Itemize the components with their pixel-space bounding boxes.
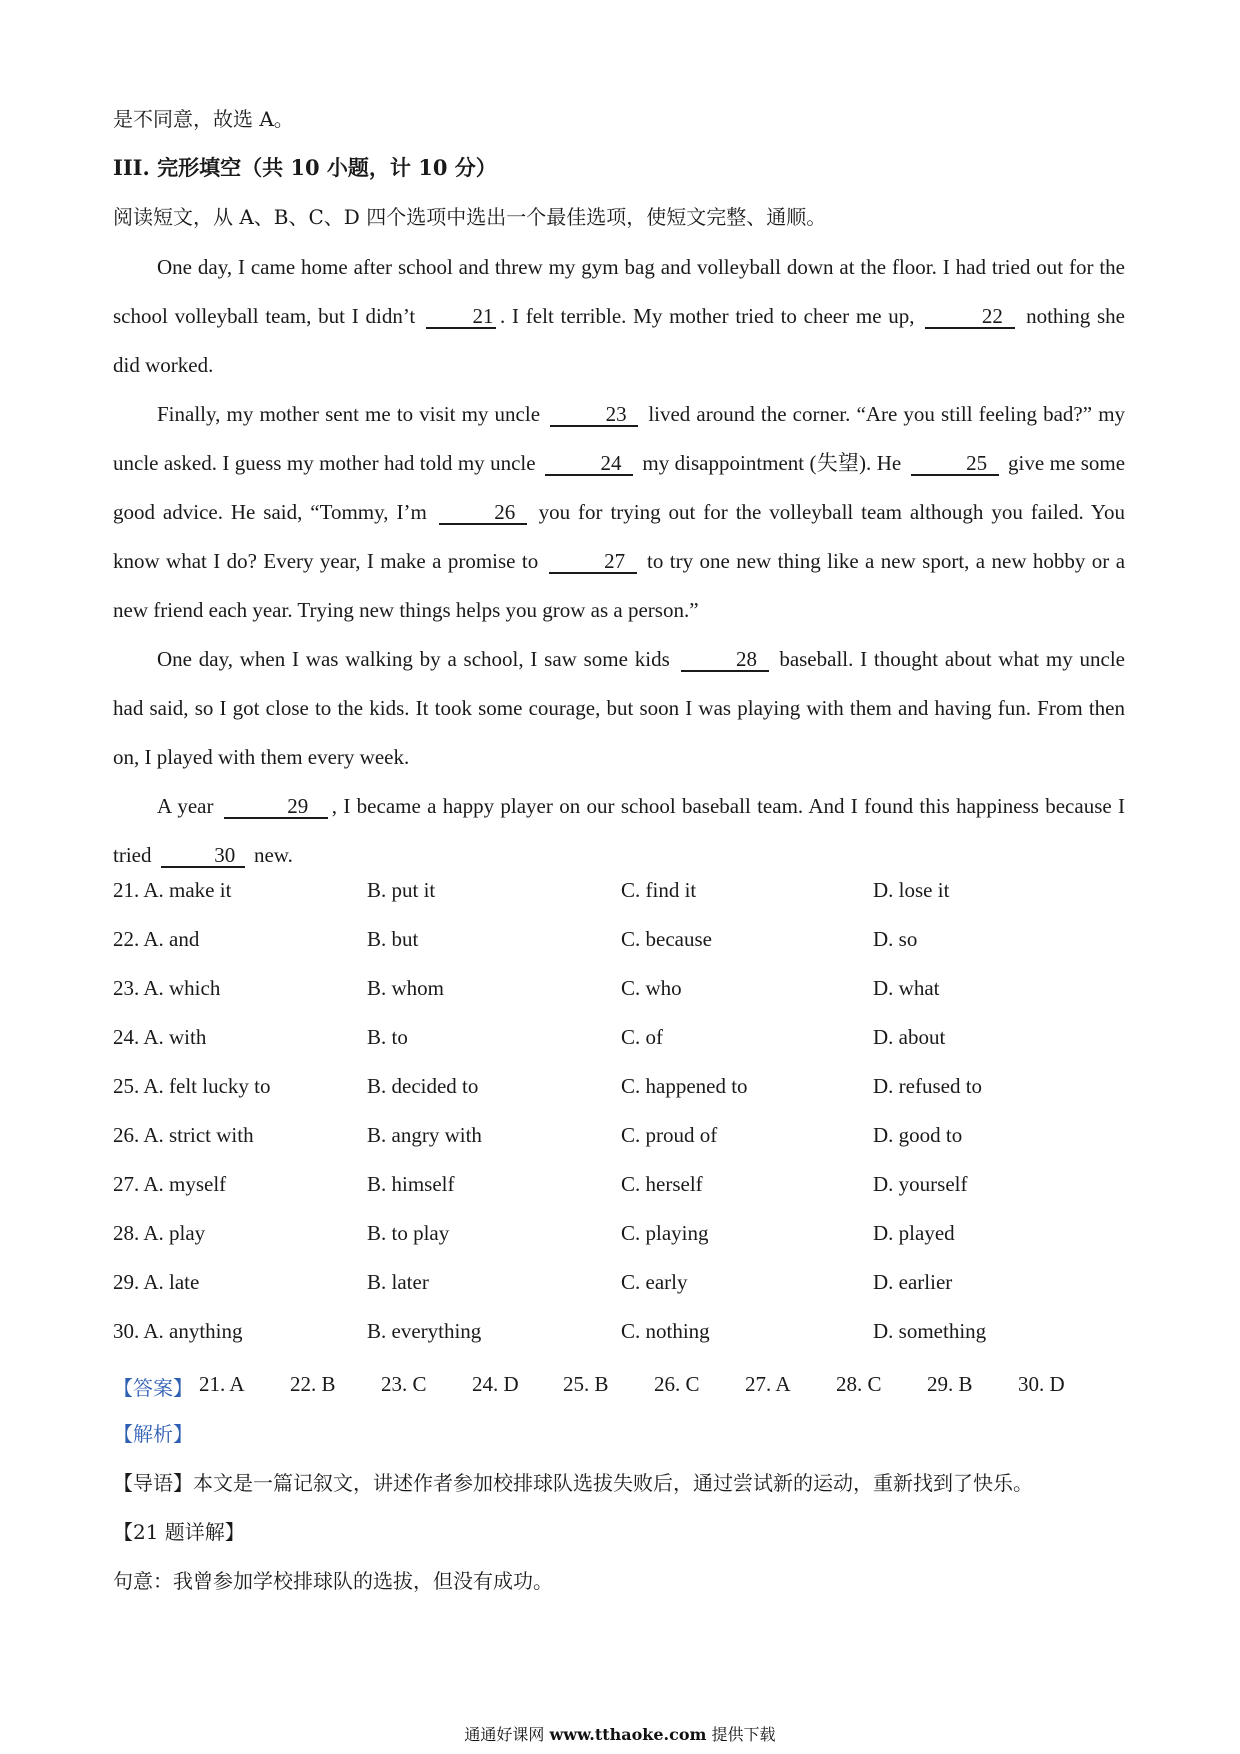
section-title: III. 完形填空（共 10 小题，计 10 分）	[113, 155, 497, 180]
answer-item: 28. C	[836, 1372, 882, 1396]
passage-paragraph-2	[113, 390, 1125, 635]
option-a: 28. A. play	[113, 1221, 206, 1245]
option-d: D. refused to	[873, 1074, 983, 1098]
option-row	[113, 1074, 1125, 1123]
option-b: B. but	[367, 927, 419, 951]
option-d: D. lose it	[873, 878, 950, 902]
option-c: C. herself	[621, 1172, 703, 1196]
options-list	[113, 878, 1125, 1368]
passage-paragraph-1	[113, 243, 1125, 390]
q21-label: 【21 题详解】	[113, 1520, 245, 1544]
passage-paragraph-3	[113, 635, 1125, 782]
option-a: 26. A. strict with	[113, 1123, 254, 1147]
option-c: C. early	[621, 1270, 688, 1294]
option-row	[113, 1270, 1125, 1319]
passage-text: to try one new thing like a new sport, a new hobby or a new friend each year. Trying new things helps you grow as a person.”	[113, 549, 1126, 622]
option-row	[113, 927, 1125, 976]
answer-item: 27. A	[745, 1372, 791, 1396]
answer-item: 30. D	[1018, 1372, 1065, 1396]
option-a: 21. A. make it	[113, 878, 232, 902]
option-row	[113, 1172, 1125, 1221]
blank-21: 21	[426, 305, 496, 329]
intro-tail: 是不同意，故选 A。	[113, 107, 294, 131]
blank-27: 27	[549, 550, 637, 574]
blank-30: 30	[161, 844, 245, 868]
option-b: B. everything	[367, 1319, 482, 1343]
footer-url[interactable]: www.tthaoke.com	[549, 1725, 707, 1744]
option-d: D. what	[873, 976, 940, 1000]
option-d: D. about	[873, 1025, 946, 1049]
answer-label: 【答案】	[113, 1376, 193, 1400]
option-d: D. so	[873, 927, 918, 951]
option-c: C. playing	[621, 1221, 709, 1245]
passage-text: . I felt terrible. My mother tried to cheer me up,	[500, 304, 915, 328]
option-a: 27. A. myself	[113, 1172, 227, 1196]
option-b: B. angry with	[367, 1123, 482, 1147]
passage-text: One day, when I was walking by a school, I saw some kids	[157, 647, 670, 671]
option-c: C. proud of	[621, 1123, 718, 1147]
option-b: B. put it	[367, 878, 436, 902]
option-row	[113, 878, 1125, 927]
footer-suffix: 提供下载	[711, 1725, 776, 1744]
option-d: D. played	[873, 1221, 955, 1245]
answer-row	[113, 1372, 1065, 1401]
answer-item: 24. D	[472, 1372, 519, 1396]
option-a: 22. A. and	[113, 927, 200, 951]
section-instruction: 阅读短文，从 A、B、C、D 四个选项中选出一个最佳选项，使短文完整、通顺。	[113, 205, 827, 229]
passage-text: lived around the corner. “Are you still feeling bad?” my uncle asked. I guess my mother had told my uncle	[113, 402, 1126, 475]
option-b: B. to	[367, 1025, 408, 1049]
guide-text: 本文是一篇记叙文，讲述作者参加校排球队选拔失败后，通过尝试新的运动，重新找到了快乐。	[193, 1471, 1033, 1495]
blank-26: 26	[439, 501, 527, 525]
passage-text: give me some good advice. He said, “Tommy, I’m	[113, 451, 1126, 524]
option-c: C. of	[621, 1025, 663, 1049]
option-row	[113, 1025, 1125, 1074]
blank-22: 22	[925, 305, 1015, 329]
option-c: C. nothing	[621, 1319, 710, 1343]
passage-text: nothing she did worked.	[113, 304, 1125, 377]
option-a: 24. A. with	[113, 1025, 207, 1049]
option-b: B. to play	[367, 1221, 450, 1245]
passage-text: my disappointment (失望). He	[642, 451, 902, 475]
passage-text: One day, I came home after school and threw my gym bag and volleyball down at the floor. I had tried out for the school volleyball team, but I didn’t	[113, 255, 1125, 328]
option-d: D. something	[873, 1319, 987, 1343]
blank-24: 24	[545, 452, 633, 476]
option-b: B. decided to	[367, 1074, 479, 1098]
option-row	[113, 1123, 1125, 1172]
footer-site-name: 通通好课网	[464, 1725, 545, 1744]
answer-item: 21. A	[199, 1372, 245, 1396]
option-c: C. find it	[621, 878, 697, 902]
guide-line	[113, 1469, 1033, 1497]
passage-text: new.	[253, 843, 293, 867]
option-a: 23. A. which	[113, 976, 221, 1000]
passage-text: baseball. I thought about what my uncle had said, so I got close to the kids. It took some courage, but soon I was playing with them and having fun. From then on, I played with them every week.	[113, 647, 1125, 769]
answer-item: 26. C	[654, 1372, 700, 1396]
answer-item: 23. C	[381, 1372, 427, 1396]
passage-text: A year	[157, 794, 214, 818]
answer-item: 25. B	[563, 1372, 609, 1396]
option-c: C. because	[621, 927, 712, 951]
option-c: C. happened to	[621, 1074, 748, 1098]
answer-item: 29. B	[927, 1372, 973, 1396]
option-a: 25. A. felt lucky to	[113, 1074, 271, 1098]
option-b: B. later	[367, 1270, 429, 1294]
passage-text: you for trying out for the volleyball team although you failed. You know what I do? Every year, I make a promise to	[113, 500, 1125, 573]
answer-item: 22. B	[290, 1372, 336, 1396]
option-row	[113, 1319, 1125, 1368]
option-b: B. himself	[367, 1172, 455, 1196]
passage-text: Finally, my mother sent me to visit my uncle	[157, 402, 541, 426]
option-row	[113, 1221, 1125, 1270]
option-a: 29. A. late	[113, 1270, 200, 1294]
option-row	[113, 976, 1125, 1025]
analysis-label: 【解析】	[113, 1422, 193, 1446]
option-d: D. yourself	[873, 1172, 968, 1196]
option-d: D. earlier	[873, 1270, 953, 1294]
page-footer	[0, 1722, 1240, 1745]
blank-23: 23	[550, 403, 638, 427]
option-a: 30. A. anything	[113, 1319, 243, 1343]
blank-29: 29	[224, 795, 328, 819]
option-d: D. good to	[873, 1123, 963, 1147]
option-c: C. who	[621, 976, 682, 1000]
passage-paragraph-4	[113, 782, 1125, 880]
blank-25: 25	[911, 452, 999, 476]
q21-meaning: 句意：我曾参加学校排球队的选拔，但没有成功。	[113, 1569, 553, 1593]
blank-28: 28	[681, 648, 769, 672]
passage-text: , I became a happy player on our school baseball team. And I found this happiness because I tried	[113, 794, 1125, 867]
option-b: B. whom	[367, 976, 445, 1000]
guide-label: 【导语】	[113, 1471, 193, 1495]
